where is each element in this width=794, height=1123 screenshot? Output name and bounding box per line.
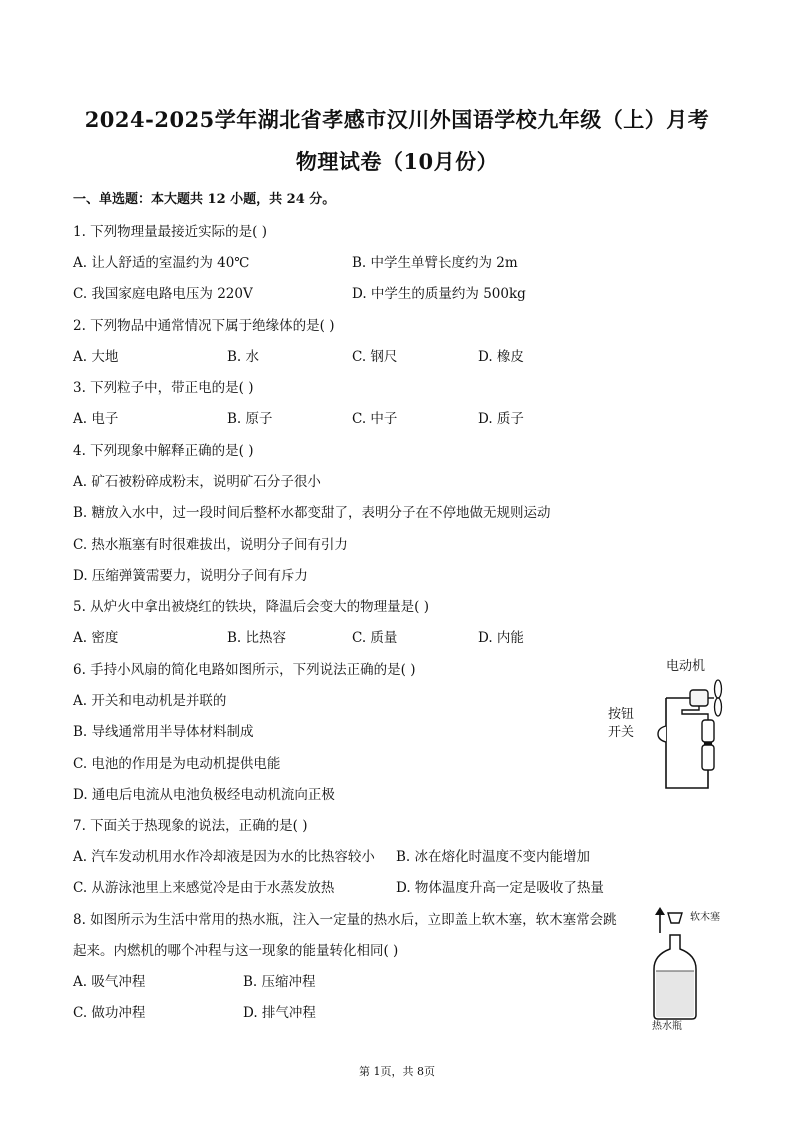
question-8-option-b: B. 压缩冲程 (243, 974, 316, 990)
question-7-option-b: B. 冰在熔化时温度不变内能增加 (396, 849, 591, 865)
question-6-stem: 6. 手持小风扇的简化电路如图所示，下列说法正确的是( ) (73, 662, 416, 678)
question-3-option-b: B. 原子 (227, 411, 273, 427)
question-6-option-d: D. 通电后电流从电池负极经电动机流向正极 (73, 787, 335, 803)
question-3-option-a: A. 电子 (73, 411, 119, 427)
question-8-option-d: D. 排气冲程 (243, 1005, 316, 1021)
question-2-option-d: D. 橡皮 (478, 349, 524, 365)
question-2-option-a: A. 大地 (73, 349, 119, 365)
question-4-option-b: B. 糖放入水中，过一段时间后整杯水都变甜了，表明分子在不停地做无规则运动 (73, 505, 551, 521)
question-2-option-b: B. 水 (227, 349, 260, 365)
battery-icon (702, 720, 714, 742)
battery-icon (702, 745, 714, 770)
question-8-option-c: C. 做功冲程 (73, 1005, 146, 1021)
push-button-switch-icon (658, 726, 666, 742)
section-heading: 一、单选题：本大题共 12 小题，共 24 分。 (73, 192, 336, 207)
fan-blade-icon (715, 680, 722, 698)
switch-label-2: 开关 (608, 725, 635, 740)
question-1-option-d: D. 中学生的质量约为 500kg (352, 286, 526, 302)
question-6-option-c: C. 电池的作用是为电动机提供电能 (73, 756, 281, 772)
question-5-option-b: B. 比热容 (227, 630, 287, 646)
question-6-option-a: A. 开关和电动机是并联的 (73, 693, 227, 709)
thermos-figure (640, 905, 740, 1030)
switch-label-1: 按钮 (608, 707, 635, 722)
question-5-option-c: C. 质量 (352, 630, 398, 646)
cork-icon (668, 913, 682, 923)
question-3-option-d: D. 质子 (478, 411, 524, 427)
thermos-label: 热水瓶 (652, 1021, 682, 1032)
motor-label: 电动机 (666, 659, 706, 674)
fan-circuit-figure (600, 652, 740, 802)
question-5-stem: 5. 从炉火中拿出被烧红的铁块，降温后会变大的物理量是( ) (73, 599, 429, 615)
question-2-option-c: C. 钢尺 (352, 349, 398, 365)
question-8-stem: 8. 如图所示为生活中常用的热水瓶，注入一定量的热水后，立即盖上软木塞，软木塞常会跳 (73, 912, 617, 928)
question-7-stem: 7. 下面关于热现象的说法，正确的是( ) (73, 818, 308, 834)
question-5-option-d: D. 内能 (478, 630, 524, 646)
page-footer: 第 1页，共 8页 (359, 1065, 435, 1078)
question-1-option-a: A. 让人舒适的室温约为 40℃ (73, 255, 250, 271)
question-2-stem: 2. 下列物品中通常情况下属于绝缘体的是( ) (73, 318, 335, 334)
question-3-option-c: C. 中子 (352, 411, 398, 427)
question-1-stem: 1. 下列物理量最接近实际的是( ) (73, 224, 267, 240)
question-1-option-b: B. 中学生单臂长度约为 2m (352, 255, 518, 271)
question-4-option-d: D. 压缩弹簧需要力，说明分子间有斥力 (73, 568, 308, 584)
question-1-option-c: C. 我国家庭电路电压为 220V (73, 286, 253, 302)
cork-label: 软木塞 (690, 912, 720, 923)
exam-title-line2: 物理试卷（10月份） (295, 149, 499, 174)
question-8-option-a: A. 吸气冲程 (73, 974, 146, 990)
question-6-option-b: B. 导线通常用半导体材料制成 (73, 724, 254, 740)
question-8-stem-cont: 起来。内燃机的哪个冲程与这一现象的能量转化相同( ) (73, 943, 399, 959)
question-7-option-d: D. 物体温度升高一定是吸收了热量 (396, 880, 604, 896)
question-4-stem: 4. 下列现象中解释正确的是( ) (73, 443, 254, 459)
question-3-stem: 3. 下列粒子中，带正电的是( ) (73, 380, 254, 396)
motor-icon (690, 690, 708, 706)
question-4-option-a: A. 矿石被粉碎成粉末，说明矿石分子很小 (73, 474, 321, 490)
exam-title-line1: 2024-2025学年湖北省孝感市汉川外国语学校九年级（上）月考 (84, 107, 710, 132)
question-4-option-c: C. 热水瓶塞有时很难拔出，说明分子间有引力 (73, 537, 348, 553)
question-7-option-c: C. 从游泳池里上来感觉冷是由于水蒸发放热 (73, 880, 335, 896)
question-7-option-a: A. 汽车发动机用水作冷却液是因为水的比热容较小 (73, 849, 375, 865)
question-5-option-a: A. 密度 (73, 630, 119, 646)
